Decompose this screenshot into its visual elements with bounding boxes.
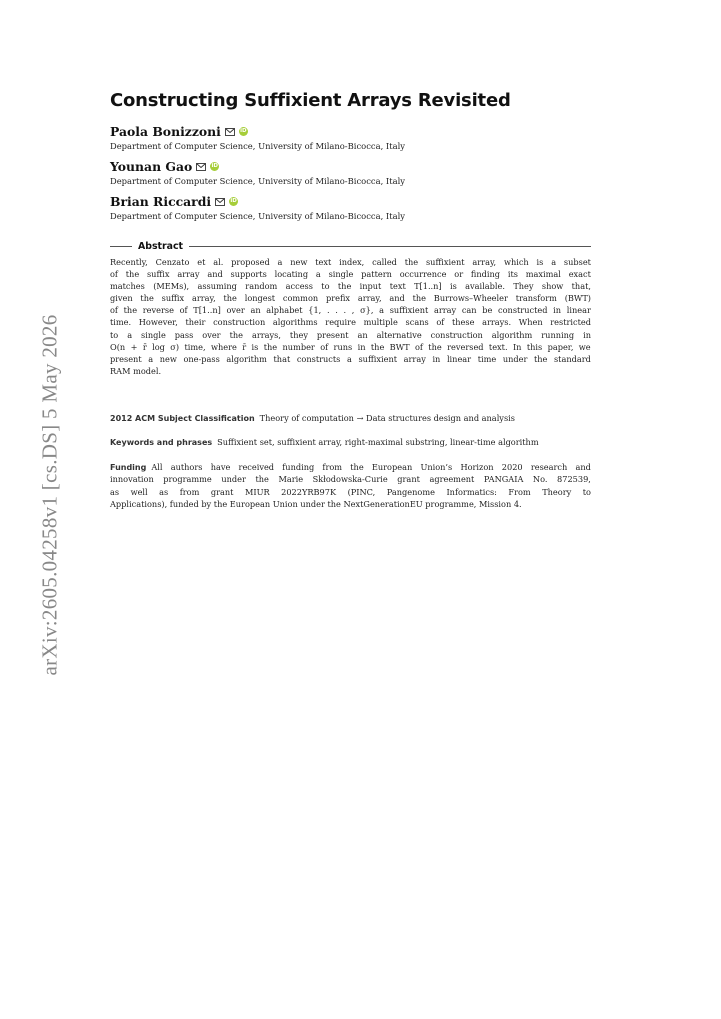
abstract-body bbox=[110, 256, 591, 377]
word: However, bbox=[138, 317, 178, 328]
word: the bbox=[337, 281, 352, 292]
word: the bbox=[255, 474, 269, 485]
abstract-heading: Abstract bbox=[138, 240, 184, 252]
abstract-line bbox=[110, 292, 591, 304]
abstract-line: RAM model. bbox=[110, 365, 162, 376]
word: a bbox=[551, 257, 557, 267]
word: longest bbox=[244, 293, 276, 304]
word: paper, bbox=[547, 341, 574, 352]
word: in bbox=[432, 353, 441, 364]
word: + bbox=[130, 341, 138, 352]
word: a bbox=[346, 353, 352, 364]
word: the bbox=[263, 341, 278, 352]
word: constructed bbox=[498, 305, 548, 316]
word: grant bbox=[397, 474, 420, 485]
word: algorithms bbox=[272, 317, 318, 328]
word: log bbox=[152, 341, 165, 352]
word: a bbox=[315, 269, 321, 280]
word: we bbox=[578, 341, 591, 352]
word: well bbox=[130, 486, 148, 497]
word: Informatics: bbox=[446, 486, 497, 497]
word: . bbox=[326, 305, 330, 316]
word: O(n bbox=[110, 341, 126, 352]
orcid-icon[interactable]: iD bbox=[229, 197, 238, 206]
word: array, bbox=[357, 293, 382, 304]
word: alphabet bbox=[266, 305, 303, 316]
word: or bbox=[454, 269, 464, 280]
word: a bbox=[277, 257, 283, 267]
word: supports bbox=[230, 269, 267, 280]
abstract-line bbox=[110, 316, 591, 328]
word: in bbox=[583, 329, 591, 340]
word: under bbox=[221, 474, 246, 485]
author-name: Brian Riccardi bbox=[110, 194, 212, 209]
orcid-icon[interactable]: iD bbox=[239, 127, 248, 136]
word: new bbox=[290, 257, 308, 267]
word: . bbox=[335, 305, 338, 316]
word: they bbox=[289, 329, 308, 340]
word: et bbox=[197, 257, 206, 267]
word: the bbox=[125, 269, 140, 280]
word: When bbox=[518, 317, 543, 328]
word: suffix bbox=[146, 269, 170, 280]
word: from bbox=[179, 486, 200, 497]
word: transform bbox=[515, 293, 557, 304]
abstract-line bbox=[110, 341, 591, 353]
word: {1, bbox=[308, 305, 322, 316]
word: r̄ bbox=[242, 341, 247, 352]
word: arrays, bbox=[251, 329, 281, 340]
author-block-2 bbox=[110, 158, 591, 186]
word: reverse bbox=[142, 305, 174, 316]
word: BWT bbox=[389, 341, 410, 352]
abstract-line bbox=[110, 256, 591, 268]
word: finding bbox=[470, 269, 501, 280]
word: index, bbox=[339, 257, 365, 267]
word: be bbox=[482, 305, 493, 316]
word: suffixient bbox=[389, 305, 429, 316]
word: array bbox=[403, 353, 426, 364]
word: European bbox=[371, 462, 413, 472]
word: to bbox=[582, 486, 591, 497]
word: arrays. bbox=[482, 317, 512, 328]
word: received bbox=[238, 462, 275, 472]
word: Union’s bbox=[420, 462, 453, 472]
word: single bbox=[141, 329, 166, 340]
word: (BWT) bbox=[564, 293, 591, 304]
word: that bbox=[273, 353, 291, 364]
word: runs bbox=[333, 341, 353, 352]
word: exact bbox=[568, 269, 591, 280]
word: is bbox=[536, 257, 544, 267]
word: suffixient bbox=[358, 353, 398, 364]
word: their bbox=[185, 317, 206, 328]
word: a bbox=[148, 353, 154, 364]
word: the bbox=[412, 293, 426, 304]
word: and bbox=[389, 293, 405, 304]
word: PANGAIA bbox=[483, 474, 524, 485]
word: From bbox=[508, 486, 531, 497]
word: new bbox=[159, 353, 177, 364]
word: time bbox=[477, 353, 497, 364]
word: is bbox=[251, 341, 259, 352]
word: scans bbox=[405, 317, 429, 328]
word: of bbox=[436, 317, 445, 328]
word: the bbox=[533, 353, 548, 364]
word: authors bbox=[170, 462, 203, 472]
word: Cenzato bbox=[155, 257, 190, 267]
word: matches bbox=[110, 281, 145, 292]
word: prefix bbox=[325, 293, 351, 304]
word: the bbox=[370, 341, 385, 352]
word: linear bbox=[566, 305, 591, 316]
orcid-icon[interactable]: iD bbox=[210, 162, 219, 171]
word: in bbox=[553, 305, 562, 316]
author-affiliation: Department of Computer Science, University of Milano-Bicocca, Italy bbox=[110, 141, 405, 151]
word: Recently, bbox=[110, 257, 148, 267]
author-affiliation: Department of Computer Science, University of Milano-Bicocca, Italy bbox=[110, 211, 405, 221]
word: where bbox=[210, 341, 237, 352]
word: an bbox=[250, 305, 261, 316]
word: of bbox=[110, 305, 118, 316]
author-name: Paola Bonizzoni bbox=[110, 124, 221, 139]
word: can bbox=[461, 305, 477, 316]
word: as bbox=[110, 486, 120, 497]
word: running bbox=[541, 329, 575, 340]
word: from bbox=[322, 462, 343, 472]
author-block-3 bbox=[110, 193, 591, 221]
word: construction bbox=[430, 329, 483, 340]
word: array bbox=[433, 305, 457, 316]
keywords-label: Keywords and phrases bbox=[110, 438, 213, 447]
word: MIUR bbox=[244, 486, 270, 497]
word: standard bbox=[553, 353, 591, 364]
word: T[1..n] bbox=[414, 281, 442, 292]
word: access bbox=[285, 281, 313, 292]
word: time, bbox=[184, 341, 206, 352]
mail-icon[interactable] bbox=[225, 128, 235, 136]
funding-line bbox=[110, 473, 591, 485]
word: the bbox=[404, 257, 419, 267]
word: occurrence bbox=[399, 269, 447, 280]
word: the bbox=[350, 462, 364, 472]
word: 872539, bbox=[557, 474, 591, 485]
rule-divider bbox=[110, 246, 132, 247]
word: linear bbox=[446, 353, 472, 364]
abstract-line bbox=[110, 280, 591, 292]
word: require bbox=[325, 317, 356, 328]
word: the bbox=[229, 329, 243, 340]
word: (PINC, bbox=[347, 486, 376, 497]
word: the bbox=[223, 293, 237, 304]
acm-classification bbox=[110, 412, 591, 424]
word: Pangenome bbox=[386, 486, 435, 497]
word: have bbox=[210, 462, 231, 472]
acm-classification-label: 2012 ACM Subject Classification bbox=[110, 414, 255, 423]
word: time. bbox=[110, 317, 132, 328]
word: this bbox=[526, 341, 543, 352]
word: r̄ bbox=[142, 341, 147, 352]
mail-icon[interactable] bbox=[196, 163, 206, 171]
abstract-line bbox=[110, 268, 591, 280]
word: text bbox=[315, 257, 332, 267]
rule-divider bbox=[189, 246, 591, 247]
word: multiple bbox=[363, 317, 398, 328]
funding-label: Funding bbox=[110, 463, 147, 472]
word: over bbox=[202, 329, 221, 340]
word: algorithm bbox=[491, 329, 533, 340]
word: present bbox=[110, 353, 142, 364]
word: text. bbox=[488, 341, 508, 352]
word: common bbox=[282, 293, 319, 304]
word: over bbox=[226, 305, 245, 316]
word: text bbox=[389, 281, 406, 292]
word: a bbox=[379, 305, 385, 316]
abstract-line bbox=[110, 304, 591, 316]
word: 2020 bbox=[501, 462, 523, 472]
word: suffix bbox=[161, 293, 185, 304]
word: Horizon bbox=[460, 462, 494, 472]
word: σ) bbox=[170, 341, 180, 352]
word: maximal bbox=[525, 269, 561, 280]
word: grant bbox=[210, 486, 234, 497]
word: an bbox=[357, 329, 368, 340]
arxiv-identifier-stamp: arXiv:2605.04258v1 [cs.DS] 5 May 2026 bbox=[37, 314, 62, 676]
word: They bbox=[513, 281, 534, 292]
word: innovation bbox=[110, 474, 154, 485]
word: the bbox=[140, 293, 154, 304]
word: array bbox=[177, 269, 200, 280]
word: Marie bbox=[278, 474, 304, 485]
word: All bbox=[151, 462, 163, 472]
word: is bbox=[449, 281, 457, 292]
word: funding bbox=[282, 462, 315, 472]
mail-icon[interactable] bbox=[215, 198, 225, 206]
word: subset bbox=[563, 257, 591, 267]
funding-line bbox=[110, 486, 591, 498]
word: . bbox=[343, 305, 347, 316]
word: show bbox=[541, 281, 564, 292]
word: al. bbox=[213, 257, 224, 267]
word: of bbox=[320, 341, 329, 352]
word: No. bbox=[532, 474, 548, 485]
author-affiliation: Department of Computer Science, University of Milano-Bicocca, Italy bbox=[110, 176, 405, 186]
word: in bbox=[357, 341, 366, 352]
word: construction bbox=[213, 317, 266, 328]
word: single bbox=[328, 269, 354, 280]
paper-title: Constructing Suffixient Arrays Revisited bbox=[110, 90, 511, 111]
word: the bbox=[428, 341, 442, 352]
word: input bbox=[359, 281, 382, 292]
word: programme bbox=[163, 474, 212, 485]
word: array, bbox=[191, 293, 216, 304]
author-block-1 bbox=[110, 123, 591, 151]
abstract-heading-rule bbox=[110, 239, 591, 253]
funding-line bbox=[151, 461, 591, 473]
word: which bbox=[503, 257, 529, 267]
word: given bbox=[110, 293, 133, 304]
word: one-pass bbox=[183, 353, 220, 364]
word: present bbox=[316, 329, 349, 340]
word: research bbox=[530, 462, 568, 472]
abstract-line bbox=[110, 329, 591, 341]
word: 2022YRB97K bbox=[281, 486, 337, 497]
word: σ}, bbox=[360, 305, 374, 316]
word: available. bbox=[465, 281, 505, 292]
word: of bbox=[179, 305, 188, 316]
word: under bbox=[502, 353, 528, 364]
word: algorithm bbox=[226, 353, 267, 364]
word: the bbox=[123, 305, 138, 316]
word: locating bbox=[274, 269, 309, 280]
acm-classification-text: Theory of computation → Data structures design and analysis bbox=[259, 413, 515, 423]
word: and bbox=[575, 462, 591, 472]
word: assuming bbox=[197, 281, 237, 292]
word: alternative bbox=[376, 329, 422, 340]
word: Burrows–Wheeler bbox=[433, 293, 508, 304]
word: of bbox=[414, 341, 423, 352]
word: number bbox=[282, 341, 315, 352]
word: T[1..n] bbox=[193, 305, 221, 316]
word: , bbox=[351, 305, 355, 316]
word: pattern bbox=[361, 269, 392, 280]
word: to bbox=[110, 329, 119, 340]
word: these bbox=[451, 317, 475, 328]
word: In bbox=[512, 341, 522, 352]
word: proposed bbox=[231, 257, 270, 267]
word: and bbox=[207, 269, 223, 280]
word: a bbox=[127, 329, 133, 340]
word: reversed bbox=[447, 341, 484, 352]
funding-line: Applications), funded by the European Union under the NextGenerationEU programme, Mission 4. bbox=[110, 499, 522, 510]
word: that, bbox=[571, 281, 591, 292]
word: Theory bbox=[542, 486, 572, 497]
word: Skłodowska-Curie bbox=[312, 474, 388, 485]
word: to bbox=[321, 281, 330, 292]
word: its bbox=[507, 269, 518, 280]
author-name: Younan Gao bbox=[110, 159, 193, 174]
word: suffixient bbox=[425, 257, 465, 267]
abstract-line bbox=[110, 353, 591, 365]
word: called bbox=[372, 257, 397, 267]
word: as bbox=[159, 486, 169, 497]
word: pass bbox=[174, 329, 194, 340]
word: of bbox=[110, 269, 118, 280]
word: agreement bbox=[429, 474, 475, 485]
keywords bbox=[110, 436, 591, 448]
word: (MEMs), bbox=[153, 281, 190, 292]
word: constructs bbox=[296, 353, 341, 364]
funding bbox=[110, 461, 591, 511]
word: random bbox=[245, 281, 278, 292]
word: array, bbox=[472, 257, 497, 267]
word: restricted bbox=[550, 317, 591, 328]
keywords-text: Suffixient set, suffixient array, right-maximal substring, linear-time algorithm bbox=[217, 437, 539, 447]
